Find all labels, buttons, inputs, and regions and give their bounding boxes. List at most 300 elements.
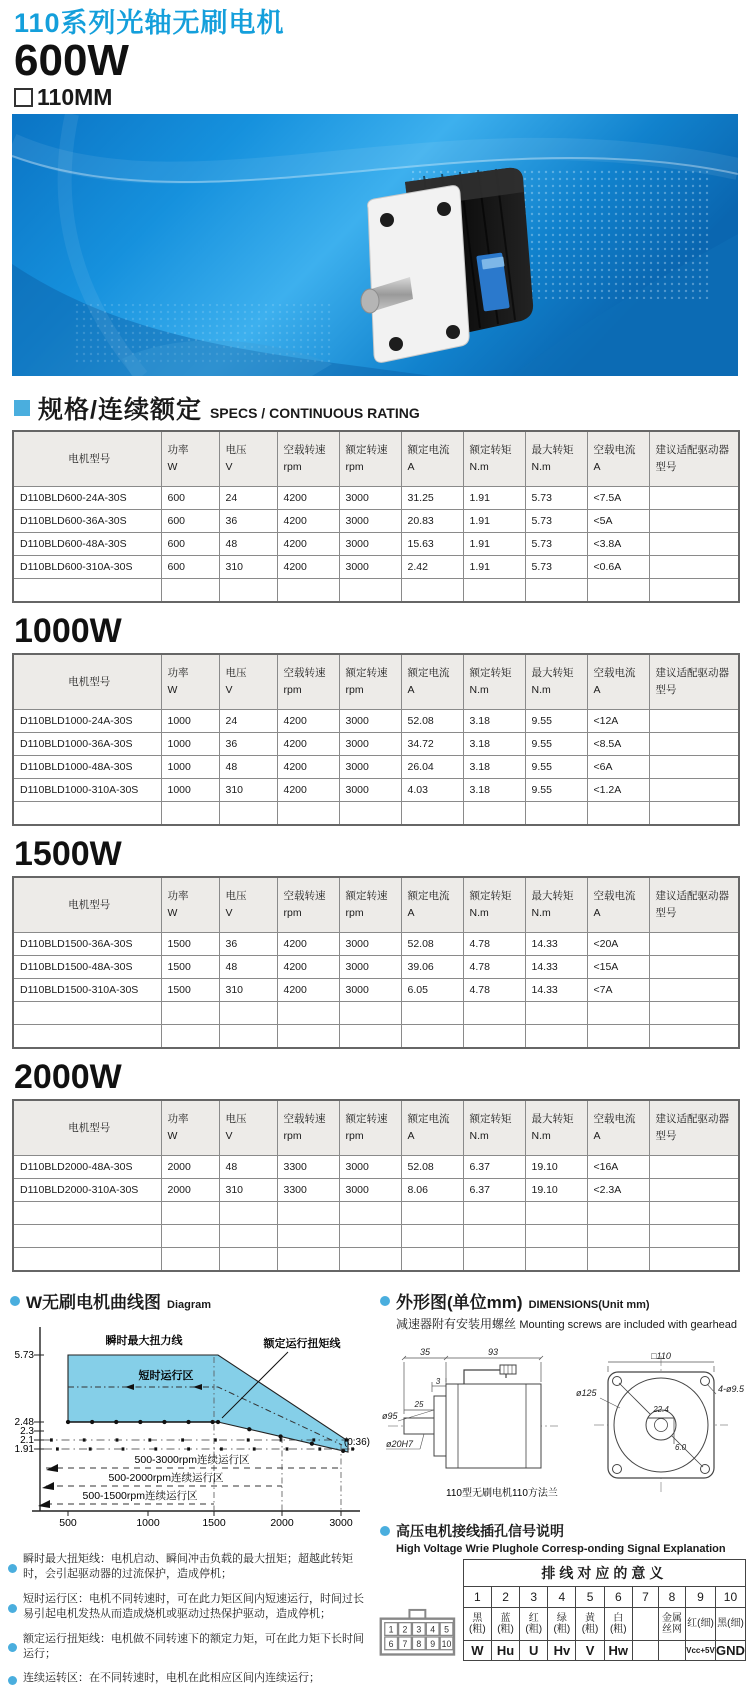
connector-pin: 3 [416,1624,422,1635]
spec-row [13,979,739,1002]
motor-model: D110BLD1500-36A-30S [13,933,161,956]
drawing-caption: 110型无刷电机110方法兰 [446,1488,558,1499]
spec-value: 3000 [339,487,401,510]
spec-empty-row [13,579,739,603]
spec-row [13,510,739,533]
spec-value: 3000 [339,979,401,1002]
notes-list [8,1552,372,1687]
connector-pin: 7 [402,1638,408,1649]
connector-pin: 2 [402,1624,408,1635]
spec-value: 4200 [277,779,339,802]
spec-col-header: 最大转矩 N.m [525,654,587,710]
spec-header-row [13,654,739,710]
wire-color: 黑(粗) [463,1608,491,1641]
spec-col-header: 功率 W [161,431,219,487]
blue-square-icon [14,400,30,416]
pin-number: 5 [576,1587,604,1608]
spec-value: <8.5A [587,733,649,756]
spec-value: 3000 [339,533,401,556]
signal-name: Hu [491,1641,519,1661]
wire-color: 红(粗) [520,1608,548,1641]
spec-value: 4200 [277,556,339,579]
spec-row [13,1179,739,1202]
bullet-icon [8,1564,17,1573]
spec-row [13,956,739,979]
signal-title-cn: 高压电机接线插孔信号说明 [396,1523,564,1539]
spec-value [649,1156,739,1179]
spec-value: 310 [219,1179,277,1202]
spec-value: 1000 [161,779,219,802]
dims-panel-head [380,1288,746,1313]
signal-name: Hv [548,1641,576,1661]
spec-col-header: 电压 V [219,877,277,933]
ytick-2-1: 2.1 [20,1435,34,1446]
spec-value [649,1179,739,1202]
blue-dot-icon [10,1296,20,1306]
curve-column [6,1288,372,1696]
spec-col-header: 额定转矩 N.m [463,654,525,710]
spec-value: 3000 [339,733,401,756]
bullet-icon [8,1604,17,1613]
spec-value: 3000 [339,779,401,802]
signal-name: W [463,1641,491,1661]
spec-col-header: 功率 W [161,1100,219,1156]
pin-number: 3 [520,1587,548,1608]
spec-value: <6A [587,756,649,779]
spec-value: 1500 [161,933,219,956]
spec-value: 36 [219,510,277,533]
spec-col-header: 额定转速 rpm [339,1100,401,1156]
signal-name: Vcc+5V [686,1641,716,1661]
spec-value: 20.83 [401,510,463,533]
heading-1500w: 1500W [14,835,122,873]
spec-value: 4.78 [463,956,525,979]
spec-col-header: 额定转速 rpm [339,877,401,933]
label-max-torque-line: 瞬时最大扭力线 [105,1335,183,1347]
spec-value: 4200 [277,733,339,756]
dims-title-en: DIMENSIONS(Unit mm) [528,1299,650,1311]
spec-col-header: 电机型号 [13,431,161,487]
wire-color: 黄(粗) [576,1608,604,1641]
spec-value: 3300 [277,1179,339,1202]
banner-art [12,114,738,376]
dim-25: 25 [414,1400,424,1409]
connector-pin: 4 [430,1624,436,1635]
spec-value: <7A [587,979,649,1002]
spec-value [649,779,739,802]
spec-value: 24 [219,487,277,510]
spec-value: 3.18 [463,710,525,733]
dim-93: 93 [487,1347,499,1357]
label-zone-2000: 500-2000rpm连续运行区 [108,1472,224,1484]
signal-name [659,1641,686,1661]
dia-125: ø125 [576,1388,597,1398]
motor-model: D110BLD600-48A-30S [13,533,161,556]
spec-col-header: 电压 V [219,1100,277,1156]
spec-col-header: 空载转速 rpm [277,1100,339,1156]
connector-pin: 5 [444,1624,449,1635]
label-end-value: (0.36) [343,1437,370,1448]
bullet-icon [8,1676,17,1685]
motor-model: D110BLD1000-310A-30S [13,779,161,802]
pin-number: 9 [686,1587,716,1608]
spec-value: 3000 [339,510,401,533]
spec-row [13,556,739,579]
connector-drawing [376,1605,459,1661]
spec-value: 26.04 [401,756,463,779]
spec-value: 4200 [277,487,339,510]
spec-col-header: 额定转矩 N.m [463,431,525,487]
spec-value: 3300 [277,1156,339,1179]
ytick-2-48: 2.48 [14,1417,34,1428]
xtick-2000: 2000 [270,1517,294,1529]
frame-size-label: 110MM [37,84,113,110]
pin-number: 4 [548,1587,576,1608]
spec-value: <0.6A [587,556,649,579]
spec-col-header: 空载转速 rpm [277,877,339,933]
dimension-drawings [376,1334,746,1506]
note-item [8,1552,372,1583]
spec-col-header: 空载电流 A [587,654,649,710]
spec-value: <20A [587,933,649,956]
spec-value: 4.78 [463,933,525,956]
spec-value: 5.73 [525,533,587,556]
spec-value: 5.73 [525,487,587,510]
spec-value: 310 [219,556,277,579]
spec-col-header: 额定转速 rpm [339,654,401,710]
spec-value: 48 [219,956,277,979]
spec-col-header: 额定转速 rpm [339,431,401,487]
spec-value [649,979,739,1002]
spec-value [649,510,739,533]
spec-value: 600 [161,487,219,510]
spec-value: 4.03 [401,779,463,802]
spec-value [649,556,739,579]
spec-value: 48 [219,533,277,556]
spec-value: 3000 [339,556,401,579]
note-text: 额定运行扭矩线：电机做不同转速下的额定力矩，可在此力矩下长时间运行； [23,1632,364,1660]
note-item [8,1592,372,1623]
spec-row [13,710,739,733]
note-item [8,1632,372,1663]
spec-col-header: 功率 W [161,877,219,933]
motor-model: D110BLD1000-24A-30S [13,710,161,733]
square-frame-icon [14,88,33,107]
spec-col-header: 额定电流 A [401,1100,463,1156]
xtick-3000: 3000 [329,1517,353,1529]
spec-value: 600 [161,510,219,533]
spec-value: 600 [161,533,219,556]
spec-col-header: 电压 V [219,431,277,487]
signal-panel-head [380,1521,746,1541]
spec-table-600w [12,430,740,603]
spec-empty-row [13,802,739,826]
motor-model: D110BLD1000-48A-30S [13,756,161,779]
torque-curve-chart [6,1315,372,1537]
spec-value: 3000 [339,933,401,956]
xtick-1000: 1000 [136,1517,160,1529]
spec-col-header: 额定电流 A [401,877,463,933]
xtick-500: 500 [59,1517,77,1529]
spec-value: <15A [587,956,649,979]
spec-value: <7.5A [587,487,649,510]
spec-col-header: 电机型号 [13,654,161,710]
specs-title-en: SPECS / CONTINUOUS RATING [209,405,420,421]
wire-color: 红(细) [686,1608,716,1641]
spec-value: 4200 [277,533,339,556]
motor-model: D110BLD600-36A-30S [13,510,161,533]
specs-title-cn: 规格/连续额定 [38,396,202,424]
spec-value: 2000 [161,1156,219,1179]
spec-value: 3.18 [463,779,525,802]
spec-row [13,1156,739,1179]
motor-model: D110BLD2000-310A-30S [13,1179,161,1202]
dia-95: ø95 [382,1411,398,1421]
heading-2000w: 2000W [14,1058,122,1096]
bullet-icon [8,1643,17,1652]
spec-value: 14.33 [525,933,587,956]
dims-subtitle [396,1315,746,1332]
spec-value: 4200 [277,956,339,979]
spec-empty-row [13,1248,739,1272]
curve-title-cn: W无刷电机曲线图 [26,1293,162,1312]
blue-dot-icon [380,1526,390,1536]
motor-model: D110BLD1500-310A-30S [13,979,161,1002]
spec-col-header: 建议适配驱动器型号 [649,877,739,933]
spec-value: 3000 [339,1156,401,1179]
spec-value: 9.55 [525,756,587,779]
spec-value: 5.73 [525,510,587,533]
spec-value [649,756,739,779]
bottom-area [6,1288,744,1696]
signal-name: GND [715,1641,745,1661]
spec-header-row [13,1100,739,1156]
wire-color: 金属丝网 [659,1608,686,1641]
dim-35: 35 [419,1347,431,1357]
spec-value: 1000 [161,733,219,756]
spec-empty-row [13,1202,739,1225]
label-short-zone: 短时运行区 [138,1370,194,1382]
spec-value: 19.10 [525,1179,587,1202]
signal-name: Hw [604,1641,632,1661]
spec-col-header: 额定电流 A [401,654,463,710]
spec-value: 34.72 [401,733,463,756]
dim-key-w: 22.4 [653,1405,669,1414]
spec-value: 14.33 [525,956,587,979]
spec-table-2000w-wrap [12,1099,738,1272]
spec-empty-row [13,1002,739,1025]
spec-table-1500w-wrap [12,876,738,1049]
spec-value [649,487,739,510]
pin-number: 7 [632,1587,658,1608]
spec-empty-row [13,1025,739,1049]
spec-value: 600 [161,556,219,579]
pin-number: 1 [463,1587,491,1608]
pin-number: 2 [491,1587,519,1608]
spec-value: 4.78 [463,979,525,1002]
ytick-5-73: 5.73 [14,1350,34,1361]
spec-value: 3000 [339,1179,401,1202]
spec-value: 39.06 [401,956,463,979]
spec-value: 1500 [161,956,219,979]
dims-subtitle-en: Mounting screws are included with gearhead [519,1319,738,1331]
blue-dot-icon [380,1296,390,1306]
spec-value: 24 [219,710,277,733]
label-rated-line: 额定运行扭矩线 [263,1338,341,1350]
spec-value: 52.08 [401,933,463,956]
ytick-2-3: 2.3 [20,1426,34,1437]
signal-name [632,1641,658,1661]
spec-col-header: 空载电流 A [587,877,649,933]
spec-value: 1.91 [463,487,525,510]
spec-value: 31.25 [401,487,463,510]
spec-value: 19.10 [525,1156,587,1179]
connector-pin: 10 [441,1638,452,1649]
spec-value: 4200 [277,710,339,733]
spec-col-header: 电压 V [219,654,277,710]
signal-name-row [463,1641,745,1661]
spec-value: 52.08 [401,710,463,733]
dim-110: □110 [651,1351,671,1361]
heading-1000w: 1000W [14,612,122,650]
spec-value: 9.55 [525,733,587,756]
pin-number: 6 [604,1587,632,1608]
spec-table-600w-wrap [12,430,738,603]
label-zone-3000: 500-3000rpm连续运行区 [134,1454,250,1466]
page-header [0,0,750,110]
spec-col-header: 额定转矩 N.m [463,1100,525,1156]
spec-col-header: 空载转速 rpm [277,431,339,487]
spec-value: 1000 [161,710,219,733]
spec-value: 2.42 [401,556,463,579]
frame-size [14,84,750,110]
signal-table-title-row [463,1560,745,1587]
dims-subtitle-cn: 减速器附有安装用螺丝 [396,1317,517,1331]
spec-value: 3000 [339,710,401,733]
spec-col-header: 额定电流 A [401,431,463,487]
spec-row [13,487,739,510]
signal-title-en: High Voltage Wrie Plughole Corresp-onding Signal Explanation [396,1543,726,1555]
specs-section-head [14,390,736,426]
note-item [8,1671,372,1686]
spec-value: 5.73 [525,556,587,579]
spec-value: 6.37 [463,1156,525,1179]
curve-title-en: Diagram [167,1299,212,1311]
wire-color-row [463,1608,745,1641]
spec-value: 4200 [277,756,339,779]
spec-value: 310 [219,979,277,1002]
wire-color [632,1608,658,1641]
spec-value: 3.18 [463,756,525,779]
dim-holes: 4-ø9.5 [717,1384,744,1394]
connector-pin: 1 [388,1624,394,1635]
spec-row [13,533,739,556]
spec-value: <16A [587,1156,649,1179]
spec-table-1500w [12,876,740,1049]
hero-banner [12,114,738,376]
xtick-1500: 1500 [202,1517,226,1529]
spec-row [13,779,739,802]
connector-pin: 8 [416,1638,422,1649]
spec-value: 9.55 [525,710,587,733]
spec-col-header: 最大转矩 N.m [525,431,587,487]
dia-20h7: ø20H7 [386,1439,414,1449]
motor-model: D110BLD600-24A-30S [13,487,161,510]
spec-row [13,756,739,779]
spec-col-header: 空载电流 A [587,1100,649,1156]
signal-table [463,1559,746,1661]
spec-col-header: 建议适配驱动器型号 [649,431,739,487]
spec-value: 48 [219,756,277,779]
connector-pin: 9 [430,1638,436,1649]
note-text: 短时运行区：电机不同转速时，可在此力矩区间内短速运行，时间过长易引起电机发热从而造成烧机或驱动过热保护驱动，造成停机； [23,1592,364,1621]
spec-table-2000w [12,1099,740,1272]
spec-value: 52.08 [401,1156,463,1179]
spec-value: 9.55 [525,779,587,802]
spec-value: 4200 [277,510,339,533]
signal-name: U [520,1641,548,1661]
wire-color: 绿(粗) [548,1608,576,1641]
spec-col-header: 建议适配驱动器型号 [649,654,739,710]
page-power-title: 600W [14,36,129,85]
dims-column [376,1288,746,1696]
spec-value: 14.33 [525,979,587,1002]
ytick-1-91: 1.91 [14,1444,34,1455]
dim-3: 3 [435,1377,441,1386]
spec-value: 1000 [161,756,219,779]
spec-header-row [13,877,739,933]
signal-block [376,1559,746,1661]
dim-key-h: 6.0 [675,1443,687,1452]
spec-value: 1.91 [463,533,525,556]
wire-color: 蓝(粗) [491,1608,519,1641]
spec-value: 1500 [161,979,219,1002]
spec-col-header: 空载电流 A [587,431,649,487]
spec-value: 6.37 [463,1179,525,1202]
spec-value [649,733,739,756]
wire-color: 黑(细) [715,1608,745,1641]
spec-row [13,733,739,756]
spec-col-header: 电机型号 [13,877,161,933]
spec-value: 3000 [339,956,401,979]
spec-value: 36 [219,933,277,956]
signal-name: V [576,1641,604,1661]
spec-col-header: 建议适配驱动器型号 [649,1100,739,1156]
pin-number: 8 [659,1587,686,1608]
spec-value: 1.91 [463,556,525,579]
curve-panel-head [10,1288,372,1313]
spec-value: <2.3A [587,1179,649,1202]
label-zone-1500: 500-1500rpm连续运行区 [82,1490,198,1502]
spec-col-header: 功率 W [161,654,219,710]
spec-value [649,956,739,979]
spec-value: 310 [219,779,277,802]
spec-value: 3000 [339,756,401,779]
spec-table-1000w-wrap [12,653,738,826]
note-text: 瞬时最大扭矩线：电机启动、瞬间冲击负载的最大扭矩；超越此转矩时，会引起驱动器的过流保护，造成停机； [23,1553,353,1581]
spec-value: 4200 [277,979,339,1002]
connector-pin: 6 [388,1638,394,1649]
spec-table-1000w [12,653,740,826]
motor-model: D110BLD1500-48A-30S [13,956,161,979]
spec-value: <1.2A [587,779,649,802]
motor-model: D110BLD600-310A-30S [13,556,161,579]
spec-value [649,710,739,733]
motor-model: D110BLD2000-48A-30S [13,1156,161,1179]
note-text: 连续运转区：在不同转速时，电机在此相应区间内连续运行； [23,1672,320,1685]
signal-table-title: 排线对应的意义 [463,1560,745,1587]
spec-value: 8.06 [401,1179,463,1202]
